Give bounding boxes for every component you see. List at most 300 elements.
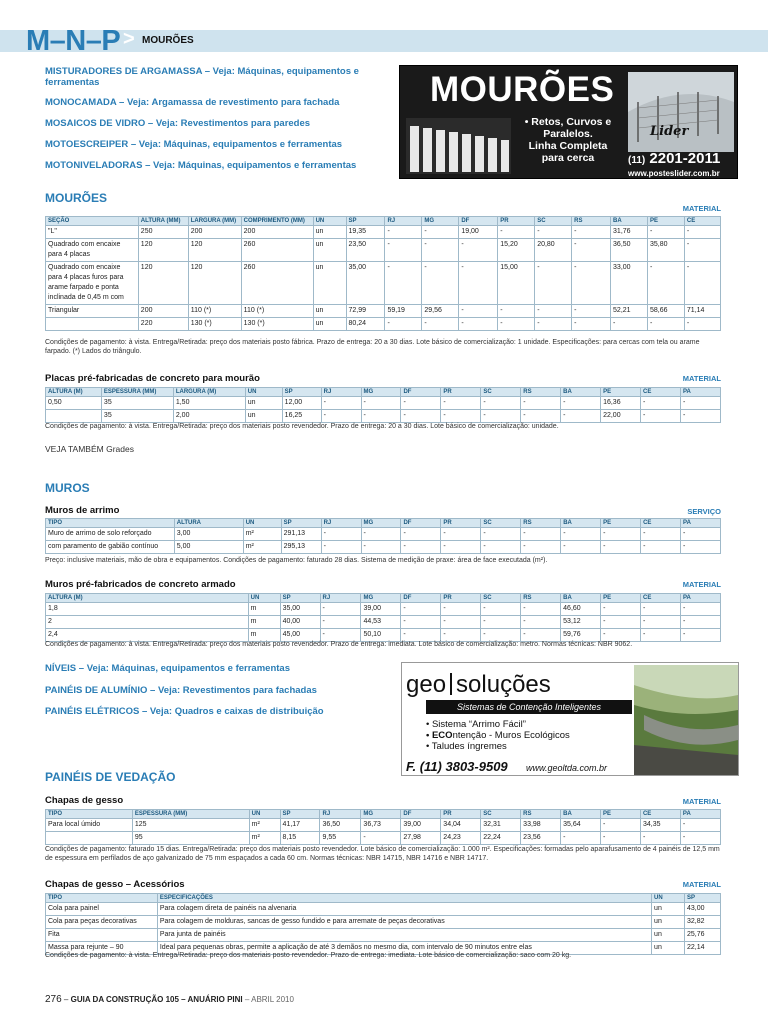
table-row — [46, 616, 721, 629]
table-cell: m² — [249, 832, 280, 845]
column-header: RS — [521, 594, 561, 603]
table-cell: 2,4 — [46, 629, 249, 642]
table-cell: 12,00 — [282, 397, 321, 410]
table-cell: un — [313, 305, 346, 318]
table-cell: - — [572, 262, 611, 305]
table-cell: un — [245, 410, 282, 423]
table-cell: - — [401, 397, 441, 410]
section-title-paineis: PAINÉIS DE VEDAÇÃO — [45, 770, 176, 784]
table-cell: 36,50 — [611, 239, 648, 262]
table-cell: - — [321, 541, 361, 554]
table-cell: - — [681, 541, 721, 554]
table-cell: - — [521, 528, 561, 541]
table-cell: 41,17 — [280, 819, 320, 832]
column-header: SP — [280, 594, 320, 603]
column-header: SP — [282, 388, 321, 397]
table-cell: Triangular — [46, 305, 139, 318]
table-cell: m² — [249, 819, 280, 832]
table-cell: - — [361, 410, 401, 423]
table-cell: m² — [243, 541, 281, 554]
table-cell: 2 — [46, 616, 249, 629]
table-cell: Quadrado com encaixe para 4 placas furos para arame farpado e ponta inclinada de 0,45 m com — [46, 262, 139, 305]
table-header-row — [46, 594, 721, 603]
column-header: UN — [245, 388, 282, 397]
table-cell: un — [313, 239, 346, 262]
column-header: SP — [281, 519, 321, 528]
ad-geo-solucoes[interactable] — [401, 662, 739, 776]
table-cell: - — [361, 832, 401, 845]
column-header: SC — [481, 388, 521, 397]
table-cell: - — [561, 397, 601, 410]
table-cell: - — [647, 262, 684, 305]
column-header: MG — [361, 594, 401, 603]
column-header: ESPECIFICAÇÕES — [157, 894, 651, 903]
table-cell: - — [601, 832, 641, 845]
fence-posts-image — [406, 118, 511, 174]
table-cell: - — [680, 629, 720, 642]
table-cell: - — [385, 226, 422, 239]
table-cell: - — [481, 616, 521, 629]
column-header: PR — [441, 519, 481, 528]
column-header: RS — [572, 217, 611, 226]
table-cell: - — [601, 616, 641, 629]
table-cell: 1,50 — [173, 397, 245, 410]
table-cell: m — [248, 603, 280, 616]
table-cell: - — [521, 541, 561, 554]
ref-paineis-aluminio[interactable]: PAINÉIS DE ALUMÍNIO – Veja: Revestimentos para fachadas — [45, 685, 317, 696]
table-header-row — [46, 217, 721, 226]
table-cell: 52,21 — [611, 305, 648, 318]
muros-pre-title: Muros pré-fabricados de concreto armado — [45, 579, 236, 590]
table-cell: 120 — [138, 262, 188, 305]
gesso-table — [45, 809, 721, 845]
table-cell: - — [320, 616, 361, 629]
column-header: RS — [521, 388, 561, 397]
placas-table — [45, 387, 721, 423]
table-cell: Muro de arrimo de solo reforçado — [46, 528, 175, 541]
placas-title: Placas pré-fabricadas de concreto para mourão — [45, 373, 260, 384]
table-cell: 120 — [188, 239, 241, 262]
gesso-tag: MATERIAL — [682, 797, 721, 806]
column-header: MG — [422, 217, 459, 226]
table-cell: 45,00 — [280, 629, 320, 642]
ref-monocamada[interactable]: MONOCAMADA – Veja: Argamassa de revestimento para fachada — [45, 97, 340, 108]
table-cell: 35,00 — [346, 262, 385, 305]
ref-paineis-eletricos[interactable]: PAINÉIS ELÉTRICOS – Veja: Quadros e caixas de distribuição — [45, 706, 324, 717]
table-cell: 32,31 — [481, 819, 521, 832]
ad-mouroes-lider[interactable] — [399, 65, 738, 179]
column-header: SC — [481, 594, 521, 603]
table-cell: 40,00 — [280, 616, 320, 629]
table-cell: - — [681, 528, 721, 541]
column-header: TIPO — [46, 894, 158, 903]
gesso-note: Condições de pagamento: faturado 15 dias. Entrega/Retirada: preço dos materiais posto revendedor. Lote básico de comercialização: 1.000 m². Especificações: formadas pelo aparafusamento de 4 painéis de 12,5 mm de espessura em perfilados de aço galvanizado de 75 mm espaçados a cada 60 cm. Normas técnicas: NBR 14715, NBR 14716 e NBR 14717. — [45, 846, 720, 862]
table-cell — [46, 318, 139, 331]
section-title-mouroes: MOURÕES — [45, 191, 108, 205]
table-cell: - — [385, 318, 422, 331]
column-header: PA — [680, 810, 720, 819]
column-header: RJ — [385, 217, 422, 226]
table-row — [46, 305, 721, 318]
table-cell: - — [647, 226, 684, 239]
table-cell: un — [313, 318, 346, 331]
table-cell: 36,73 — [361, 819, 401, 832]
table-cell: - — [601, 528, 641, 541]
table-cell: 8,15 — [280, 832, 320, 845]
table-cell: 35,00 — [280, 603, 320, 616]
table-cell: 125 — [132, 819, 249, 832]
column-header: PA — [680, 388, 720, 397]
table-cell: - — [481, 528, 521, 541]
table-cell: 110 (*) — [241, 305, 313, 318]
table-cell: Para junta de painéis — [157, 929, 651, 942]
table-cell: - — [441, 397, 481, 410]
placas-tag: MATERIAL — [682, 374, 721, 383]
column-header: LARGURA (M) — [173, 388, 245, 397]
table-cell: 23,56 — [521, 832, 561, 845]
table-cell: - — [441, 410, 481, 423]
table-cell: 22,14 — [685, 942, 721, 955]
table-cell: - — [361, 528, 401, 541]
table-cell: - — [641, 528, 681, 541]
table-cell: Quadrado com encaixe para 4 placas — [46, 239, 139, 262]
table-cell: - — [321, 397, 361, 410]
ref-motoniveladoras[interactable]: MOTONIVELADORAS – Veja: Máquinas, equipamentos e ferramentas — [45, 160, 357, 171]
column-header: SP — [280, 810, 320, 819]
column-header: BA — [561, 388, 601, 397]
table-cell: - — [422, 239, 459, 262]
table-cell: - — [572, 318, 611, 331]
table-cell: - — [320, 603, 361, 616]
section-letters: M–N–P — [26, 25, 121, 57]
column-header: BA — [561, 810, 601, 819]
column-header: DF — [401, 810, 441, 819]
table-cell: 35,80 — [647, 239, 684, 262]
table-cell: Para colagem direta de painéis na alvenaria — [157, 903, 651, 916]
table-cell: - — [641, 629, 681, 642]
table-row — [46, 239, 721, 262]
table-cell: - — [572, 239, 611, 262]
table-cell: - — [601, 629, 641, 642]
table-cell: 200 — [241, 226, 313, 239]
table-cell: - — [641, 541, 681, 554]
table-cell: 250 — [138, 226, 188, 239]
table-cell: 35 — [101, 397, 173, 410]
table-cell: - — [401, 528, 441, 541]
table-cell: 260 — [241, 262, 313, 305]
table-cell: 20,80 — [535, 239, 572, 262]
table-cell: 130 (*) — [241, 318, 313, 331]
table-cell: 31,76 — [611, 226, 648, 239]
table-cell: 36,50 — [320, 819, 361, 832]
placas-note: Condições de pagamento: à vista. Entrega/Retirada: preço dos materiais posto revendedor. Prazo de entrega: 20 a 30 dias. Lote básico de comercialização: unidade. — [45, 423, 559, 430]
table-cell — [46, 410, 102, 423]
column-header: UN — [652, 894, 685, 903]
lider-logo: Lider — [650, 124, 689, 139]
ref-mosaicos[interactable]: MOSAICOS DE VIDRO – Veja: Revestimentos para paredes — [45, 118, 311, 129]
table-cell: - — [459, 305, 498, 318]
ref-niveis[interactable]: NÍVEIS – Veja: Máquinas, equipamentos e ferramentas — [45, 663, 290, 674]
table-row — [46, 397, 721, 410]
table-cell: - — [481, 397, 521, 410]
geo-phone: F. (11) 3803-9509 — [406, 759, 508, 774]
table-cell: Fita — [46, 929, 158, 942]
table-cell: - — [441, 616, 481, 629]
table-cell: - — [459, 262, 498, 305]
table-cell: 2,00 — [173, 410, 245, 423]
geo-web[interactable]: www.geoltda.com.br — [526, 763, 608, 773]
column-header: DF — [459, 217, 498, 226]
table-cell: - — [481, 410, 521, 423]
column-header: DF — [401, 594, 441, 603]
table-cell: 200 — [188, 226, 241, 239]
table-cell: - — [561, 528, 601, 541]
column-header: ALTURA (M) — [46, 594, 249, 603]
column-header: DF — [401, 388, 441, 397]
column-header: RS — [521, 519, 561, 528]
table-cell: 16,36 — [601, 397, 641, 410]
table-cell: - — [561, 410, 601, 423]
table-cell: - — [441, 603, 481, 616]
table-cell: - — [680, 603, 720, 616]
table-cell: - — [521, 410, 561, 423]
table-cell: - — [641, 616, 681, 629]
table-cell: 25,76 — [685, 929, 721, 942]
acessorios-table — [45, 893, 721, 955]
column-header: PE — [601, 519, 641, 528]
table-row — [46, 528, 721, 541]
table-cell: - — [401, 616, 441, 629]
table-cell: 23,50 — [346, 239, 385, 262]
column-header: PE — [601, 810, 641, 819]
table-cell: un — [652, 903, 685, 916]
table-cell: 260 — [241, 239, 313, 262]
fence-photo — [628, 72, 734, 152]
table-cell: - — [611, 318, 648, 331]
table-cell: 39,00 — [401, 819, 441, 832]
table-cell: - — [684, 262, 720, 305]
table-cell: Para colagem de molduras, sancas de gesso fundido e para arremate de peças decorativas — [157, 916, 651, 929]
muros-pre-note: Condições de pagamento: à vista. Entrega/Retirada: preço dos materiais posto revendedor. Prazo de entrega: imediata. Lote básico de comercialização: metro. Normas técnicas: NBR 9062. — [45, 641, 633, 648]
table-cell: - — [422, 318, 459, 331]
table-cell: - — [385, 262, 422, 305]
table-cell: 27,98 — [401, 832, 441, 845]
table-cell: 1,8 — [46, 603, 249, 616]
table-cell: 80,24 — [346, 318, 385, 331]
table-cell: 29,56 — [422, 305, 459, 318]
table-cell: 35 — [101, 410, 173, 423]
column-header: PR — [441, 810, 481, 819]
table-row — [46, 541, 721, 554]
table-row — [46, 262, 721, 305]
column-header: PE — [647, 217, 684, 226]
table-cell: - — [498, 226, 535, 239]
column-header: BA — [561, 519, 601, 528]
column-header: PA — [680, 594, 720, 603]
table-cell: - — [481, 603, 521, 616]
table-cell: 295,13 — [281, 541, 321, 554]
table-row — [46, 929, 721, 942]
table-cell: 291,13 — [281, 528, 321, 541]
mouroes-tag: MATERIAL — [682, 204, 721, 213]
table-cell: 58,66 — [647, 305, 684, 318]
column-header: SP — [346, 217, 385, 226]
table-cell: - — [422, 226, 459, 239]
table-cell: 34,04 — [441, 819, 481, 832]
column-header: SP — [685, 894, 721, 903]
table-cell: 19,00 — [459, 226, 498, 239]
table-cell: 24,23 — [441, 832, 481, 845]
mouroes-table — [45, 216, 721, 331]
table-cell: - — [572, 226, 611, 239]
column-header: RJ — [321, 388, 361, 397]
table-header-row — [46, 810, 721, 819]
column-header: ESPESSURA (MM) — [101, 388, 173, 397]
table-cell: - — [521, 629, 561, 642]
column-header: SC — [481, 519, 521, 528]
table-cell: un — [652, 916, 685, 929]
ad-mouroes-web[interactable]: www.posteslider.com.br — [628, 169, 720, 178]
table-cell: - — [441, 629, 481, 642]
table-cell: - — [459, 318, 498, 331]
table-cell: - — [521, 397, 561, 410]
table-cell: 3,00 — [174, 528, 243, 541]
table-cell: - — [684, 239, 720, 262]
acessorios-title: Chapas de gesso – Acessórios — [45, 879, 185, 890]
table-cell: - — [385, 239, 422, 262]
table-cell: 34,35 — [640, 819, 680, 832]
table-cell: Para local úmido — [46, 819, 133, 832]
table-cell: - — [680, 410, 720, 423]
column-header: BA — [611, 217, 648, 226]
table-cell: 110 (*) — [188, 305, 241, 318]
table-cell: - — [641, 410, 681, 423]
ref-misturadores[interactable]: MISTURADORES DE ARGAMASSA – Veja: Máquinas, equipamentos e ferramentas — [45, 66, 359, 88]
ref-motoescreiper[interactable]: MOTOESCREIPER – Veja: Máquinas, equipamentos e ferramentas — [45, 139, 343, 150]
table-row — [46, 410, 721, 423]
table-cell: 95 — [132, 832, 249, 845]
table-cell: - — [459, 239, 498, 262]
column-header: SEÇÃO — [46, 217, 139, 226]
column-header: RJ — [320, 810, 361, 819]
column-header: CE — [641, 388, 681, 397]
table-cell: - — [401, 629, 441, 642]
arrimo-table — [45, 518, 721, 554]
table-cell: 72,99 — [346, 305, 385, 318]
column-header: PE — [601, 388, 641, 397]
table-cell: - — [561, 832, 601, 845]
section-title-muros: MUROS — [45, 481, 90, 495]
ad-mouroes-text: • Retos, Curvos e Paralelos. Linha Completa para cerca — [524, 116, 612, 164]
column-header: UN — [248, 594, 280, 603]
table-cell: 22,00 — [601, 410, 641, 423]
table-cell: 220 — [138, 318, 188, 331]
muros-pre-table — [45, 593, 721, 642]
muros-pre-tag: MATERIAL — [682, 580, 721, 589]
column-header: MG — [361, 519, 401, 528]
table-cell: Cola para painel — [46, 903, 158, 916]
table-cell: "L" — [46, 226, 139, 239]
table-header-row — [46, 388, 721, 397]
table-cell: Massa para rejunte – 90 — [46, 942, 158, 955]
table-cell: - — [401, 603, 441, 616]
table-cell: 130 (*) — [188, 318, 241, 331]
table-cell: 9,55 — [320, 832, 361, 845]
table-cell: - — [680, 397, 720, 410]
table-row — [46, 226, 721, 239]
veja-tambem-grades[interactable]: VEJA TAMBÉM Grades — [45, 444, 134, 454]
table-cell: - — [680, 832, 720, 845]
column-header: MG — [361, 388, 401, 397]
table-cell: un — [652, 929, 685, 942]
table-cell: - — [561, 541, 601, 554]
table-cell: 46,60 — [561, 603, 601, 616]
table-cell: 33,00 — [611, 262, 648, 305]
table-cell: - — [684, 318, 720, 331]
table-cell: - — [601, 541, 641, 554]
table-cell: 19,35 — [346, 226, 385, 239]
table-row — [46, 603, 721, 616]
column-header: UN — [249, 810, 280, 819]
table-cell: 53,12 — [561, 616, 601, 629]
arrimo-note: Preço: inclusive materiais, mão de obra e equipamentos. Condições de pagamento: faturado 28 dias. Sistema de medição de praxe: área de face executada (m²). — [45, 557, 548, 564]
column-header: SC — [535, 217, 572, 226]
table-cell: 16,25 — [282, 410, 321, 423]
table-cell: 35,64 — [561, 819, 601, 832]
column-header: RJ — [321, 519, 361, 528]
column-header: PA — [681, 519, 721, 528]
retaining-wall-photo — [634, 665, 738, 775]
column-header: ESPESSURA (MM) — [132, 810, 249, 819]
column-header: PE — [601, 594, 641, 603]
table-cell: - — [498, 305, 535, 318]
column-header: COMPRIMENTO (MM) — [241, 217, 313, 226]
table-cell: 43,00 — [685, 903, 721, 916]
table-cell: Ideal para pequenas obras, permite a aplicação de até 3 demãos no mesmo dia, com intervalo de 90 minutos entre elas — [157, 942, 651, 955]
table-cell: - — [481, 629, 521, 642]
acessorios-tag: MATERIAL — [682, 880, 721, 889]
column-header: DF — [401, 519, 441, 528]
table-cell: - — [572, 305, 611, 318]
table-cell: - — [684, 226, 720, 239]
table-cell: Cola para peças decorativas — [46, 916, 158, 929]
column-header: BA — [561, 594, 601, 603]
table-cell: 22,24 — [481, 832, 521, 845]
table-cell: 71,14 — [684, 305, 720, 318]
table-cell: - — [521, 603, 561, 616]
table-cell: - — [321, 528, 361, 541]
column-header: ALTURA (MM) — [138, 217, 188, 226]
page-footer: 276 – GUIA DA CONSTRUÇÃO 105 – ANUÁRIO PINI – ABRIL 2010 — [45, 994, 294, 1005]
table-cell: m — [248, 616, 280, 629]
table-cell: - — [441, 541, 481, 554]
table-cell: - — [535, 226, 572, 239]
table-cell: - — [320, 629, 361, 642]
column-header: SC — [481, 810, 521, 819]
geo-bullets: • Sistema “Arrimo Fácil” • ECOntenção - Muros Ecológicos • Taludes íngremes — [426, 719, 570, 752]
table-cell: - — [535, 262, 572, 305]
column-header: UN — [313, 217, 346, 226]
table-cell: 15,20 — [498, 239, 535, 262]
table-cell: - — [498, 318, 535, 331]
header-section: MOURÕES — [142, 35, 194, 46]
table-cell: m — [248, 629, 280, 642]
table-cell: - — [535, 318, 572, 331]
gesso-title: Chapas de gesso — [45, 795, 124, 806]
table-cell: 5,00 — [174, 541, 243, 554]
table-cell: - — [361, 541, 401, 554]
acessorios-note: Condições de pagamento: à vista. Entrega/Retirada: preço dos materiais posto revendedor. Prazo de entrega: imediata. Lote básico de comercialização: saco com 20 kg. — [45, 952, 572, 959]
